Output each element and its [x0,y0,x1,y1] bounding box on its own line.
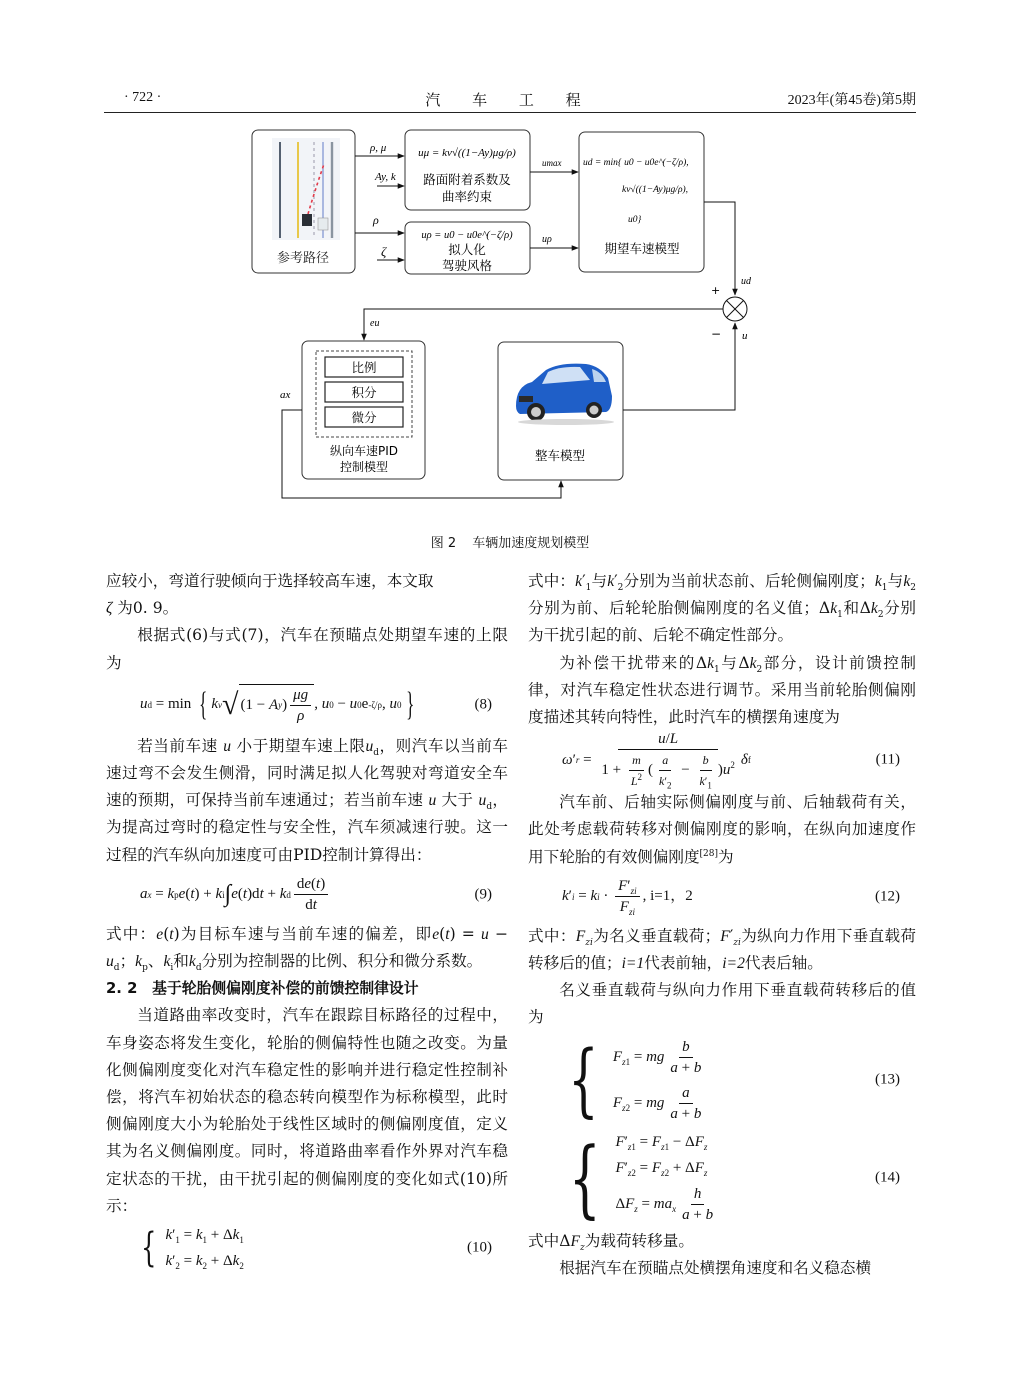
paragraph: 应较小，弯道行驶倾向于选择较高车速，本文取 ζ 为0. 9。 [106,572,434,618]
sign-minus: − [711,327,722,341]
paragraph: 式中：$F_{zi}$为名义垂直载荷；$F'_{zi}$为纵向力作用下垂直载荷转移后的值；i=1代表前轴，i=2代表后轴。 [528,926,916,973]
text: 为补偿干扰带来的 [559,653,696,672]
formula-desired-2: kv√((1−Ay)μg/ρ), [622,185,689,195]
text: 为0. 9。 [117,599,179,618]
citation[interactable]: [28] [699,848,719,859]
text: 和 [842,599,860,618]
label-vehicle-model: 整车模型 [534,448,586,463]
sign-plus: + [711,284,721,297]
text: i=1，2 [650,888,693,905]
paragraph: 式中：$k'_1$与$k'_2$分别为当前状态前、后轮侧偏刚度；$k_1$与$k_2$分别为前、后轮轮胎侧偏刚度的名义值；$\Delta k_1$和$\Delta k_2$分别为干扰引起的前、后轮不确定性部分。 [528,572,916,645]
section-heading: 2. 2 基于轮胎侧偏刚度补偿的前馈控制律设计 [106,980,419,998]
text: 代表后轴。 [744,954,823,973]
text: i=1 [621,955,645,973]
text: 分别为控制器的比例、积分和微分系数。 [201,952,483,971]
text: 与 [887,572,904,590]
text: 为 [718,847,734,866]
signal-u: u [742,330,748,342]
text: 分别为干扰引起的前、后轮不确定性部分。 [528,599,916,645]
text: 应较小，弯道行驶倾向于选择较高车速，本文取 [106,572,434,590]
text: 汽车前、后轴实际侧偏刚度与前、后轴载荷有关，此处考虑载荷转移对侧偏刚度的影响，在纵向加速度作用下轮胎的有效侧偏刚度 [528,793,916,866]
vehicle-light-icon [318,218,328,230]
signal-zeta: ζ [381,244,387,259]
figure-caption [0,532,1020,551]
pid-proportional: 比例 [351,360,377,375]
left-column [106,568,508,1276]
text: 与 [719,653,739,672]
text: 大于 [441,791,474,810]
text: 为目标车速与当前车速的偏差，即 [179,924,433,943]
text: 代表前轴， [644,954,723,973]
summing-junction [723,297,747,321]
text: 与 [591,572,608,590]
text: 式中： [106,924,157,943]
text: 为名义垂直载荷； [592,926,721,945]
equation-10: { $k'_1 = k_1 + \Delta k_1$ $k'_2 = k_2 + \Delta k_2$ (10) [141,1225,492,1272]
figure-title: 车辆加速度规划模型 [472,536,590,551]
equation-number: (10) [467,1239,492,1256]
equation-number: (12) [875,888,900,905]
text: 小于期望车速上限 [236,736,366,755]
text: 分别为前、后轮轮胎侧偏刚度的名义值； [528,599,819,618]
paragraph: 根据式(6)与式(7)，汽车在预瞄点处期望车速的上限为 [106,626,508,672]
text: 式中： [528,572,576,590]
formula-anthropomorphic: uρ = u0 − u0e^(−ζ/ρ) [421,230,513,241]
paragraph: 为补偿干扰带来的$\Delta k_1$与$\Delta k_2$部分，设计前馈控制律，对汽车稳定性状态进行调节。采用当前轮胎侧偏刚度描述其转向特性，此时汽车的横摆角速度为 [528,653,916,727]
text: i=2 [722,955,745,973]
signal-ay-k: Ay, k [375,171,396,183]
text: ，则汽车以当前车速过弯不会发生侧滑，同时满足拟人化驾驶对弯道安全车速的预期，可保持当前车速通过；若当前车速 [106,736,508,810]
paragraph: 式中：e(t)为目标车速与当前车速的偏差，即$e(t) = u - u_d$；$k_p$、$k_i$和$k_d$分别为控制器的比例、积分和微分系数。 [106,924,508,974]
label-anthropo-1: 拟人化 [448,242,486,257]
label-desired-speed: 期望车速模型 [604,241,680,256]
paragraph: 根据汽车在预瞄点处横摆角速度和名义稳态横 [559,1258,872,1277]
label-reference-path: 参考路径 [276,251,330,266]
label-anthropo-2: 驾驶风格 [441,258,493,273]
text: 部分，设计前馈控制律，对汽车稳定性状态进行调节。采用当前轮胎侧偏刚度描述其转向特性，此时汽车的横摆角速度为 [528,653,916,727]
label-pid-2: 控制模型 [339,460,389,474]
signal-u-d: ud [741,276,751,287]
equation-number: (11) [875,751,900,768]
text: 若当前车速 [137,736,218,755]
paragraph: 若当前车速 u 小于期望车速上限$u_d$，则汽车以当前车速过弯不会发生侧滑，同时满足拟人化驾驶对弯道安全车速的预期，可保持当前车速通过；若当前车速 u 大于 $u_d$，为提高过弯时的稳定性与安全性，汽车须减速行驶。这一过程的汽车纵向加速度可由PID控制计算得出： [106,736,508,864]
pid-derivative: 微分 [351,410,377,425]
right-column [528,568,916,1282]
text: ，为提高过弯时的稳定性与安全性，汽车须减速行驶。这一过程的汽车纵向加速度可由PID控制计算得出： [106,791,508,864]
signal-rho-mu: ρ, μ [370,142,387,154]
formula-desired-3: u0} [628,215,642,225]
signal-u-rho: uρ [542,234,552,245]
signal-a-x: ax [280,389,291,401]
arrow-e-u [364,309,723,340]
equation-number: (9) [474,886,492,903]
equation-8: u d = min { k v √ (1 − A y ) $\frac{\mu g}{\rho}$ , u 0 − u 0 e -ζ/ρ , u 0 } (8) [106,677,508,733]
page-number: · 722 · [124,90,162,105]
formula-desired-1: ud = min{ u0 − u0e^(−ζ/ρ), [583,158,689,168]
text: 分别为当前状态前、后轮侧偏刚度； [623,572,875,590]
text: 为载荷转移量。 [584,1231,694,1250]
text: 式中 [528,1231,560,1250]
equation-12: k ′ i = k i · $\frac{F'_{zi}}{F_{zi}}$ , i=1，2 (12) [562,878,900,918]
equation-13: { $F_{z1}$ = mg $\frac{b}{a + b}$ $F_{z2}$ = mg $\frac{a}{a + b}$ (13) [568,1032,900,1126]
label-pid-1: 纵向车速PID [329,444,399,458]
signal-e-u: eu [370,318,380,329]
equation-9: a x = k p e ( t ) + k i ∫ e ( t )d t + k d $\frac{de(t)}{dt}$ (9) [140,876,492,914]
paragraph [528,789,916,871]
equation-14: { $F'_{z1} = F_{z1} - \Delta F_z$ $F'_{z2} = F_{z2} + \Delta F_z$ $\Delta F_z = ma_x$ $\frac{h}{a + b}$ (14) [568,1128,900,1227]
label-adhesion-2: 曲率约束 [441,189,493,204]
vehicle-dark-icon [302,214,312,226]
paragraph: 名义垂直载荷与纵向力作用下垂直载荷转移后的值为 [528,981,916,1027]
equation-number: (8) [474,696,492,713]
signal-rho: ρ [373,213,379,227]
pid-integral: 积分 [351,385,377,400]
equation-number: (13) [875,1071,900,1088]
text: 为纵向力作用下垂直载荷转移后的值； [528,926,916,973]
journal-name: 汽 车 工 程 [425,93,595,109]
arrow-u-d [704,202,735,295]
text: ； [119,952,136,971]
signal-u-max: umax [542,158,562,168]
equation-11: ω ′ r = u/L 1 + $\frac{m}{L^2}$ ( $\frac{a}{k'_2}$ − $\frac{b}{k'_1}$ )$u^2$ δ f (11) [562,731,900,791]
header-rule [104,112,916,113]
text: 和 [173,952,189,971]
label-adhesion-1: 路面附着系数及 [423,172,511,187]
figure-number: 图 2 [430,536,457,551]
running-header [104,88,916,110]
equation-number: (14) [875,1169,900,1186]
text: 式中： [528,926,576,945]
paragraph: 当道路曲率改变时，汽车在跟踪目标路径的过程中，车身姿态将发生变化，轮胎的侧偏特性也随之改变。为量化侧偏刚度变化对汽车稳定性的影响并进行稳定性控制补偿，将汽车初始状态的稳态转向模型作为标称模型，此时侧偏刚度大小为轮胎处于线性区域时的侧偏刚度值，定义其为名义侧偏刚度。同时，将道路曲率看作外界对汽车稳定状态的干扰，由干扰引起的侧偏刚度的变化如式(10)所示： [106,1006,508,1215]
issue-info: 2023年(第45卷)第5期 [787,93,916,108]
formula-adhesion: uμ = kv√((1−Ay)μg/ρ) [418,147,516,159]
paragraph: 式中$\Delta F_z$为载荷转移量。 [528,1231,694,1253]
figure-acceleration-planning-diagram [240,120,770,510]
